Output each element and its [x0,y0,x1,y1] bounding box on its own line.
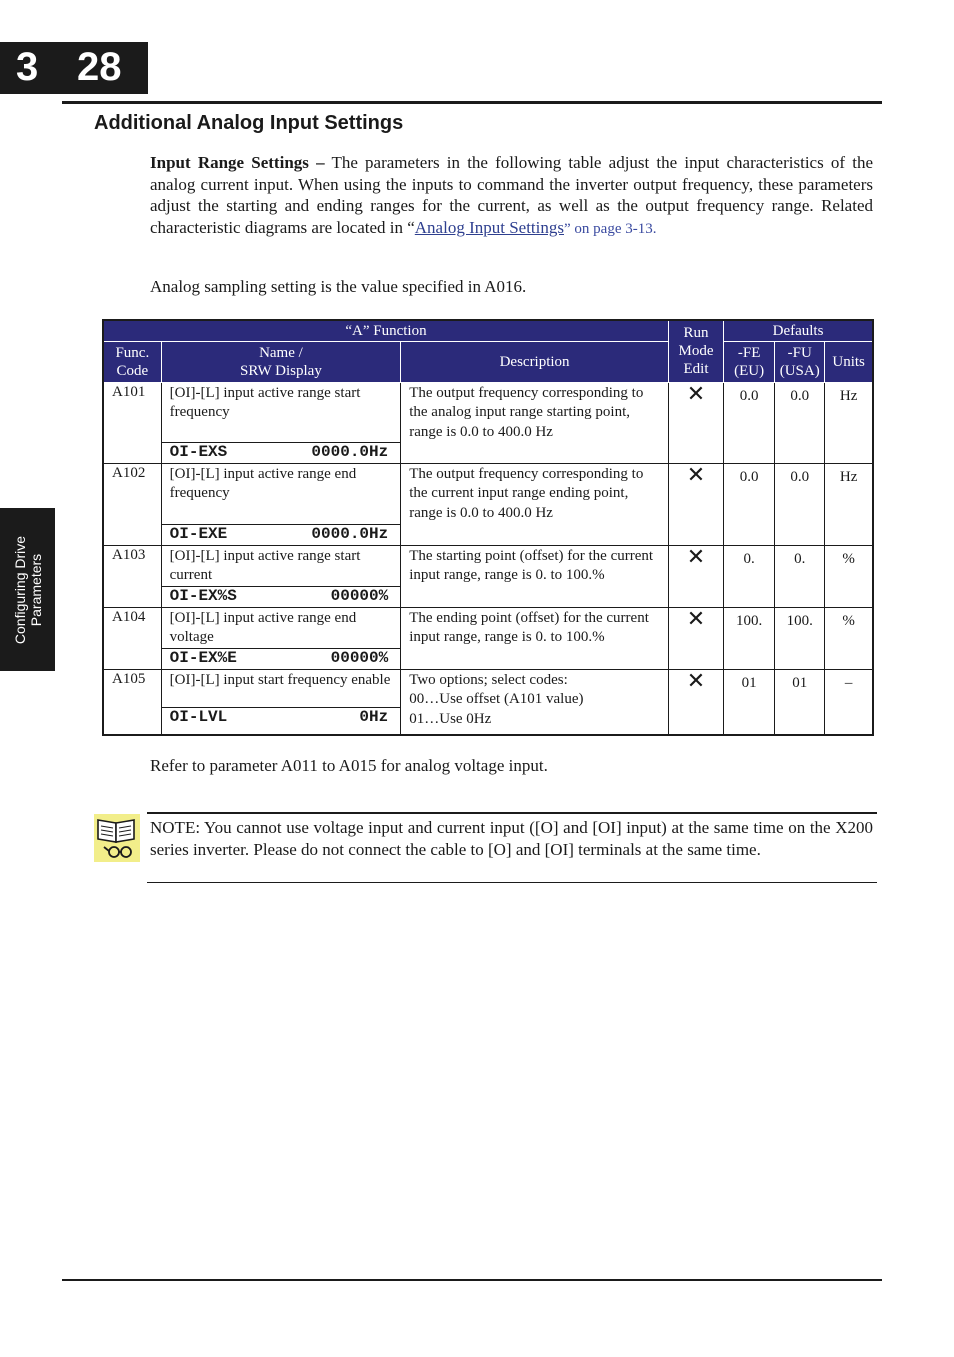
units: % [825,607,873,669]
run-mode-x-icon: ✕ [668,463,723,545]
description: The ending point (offset) for the current input range, range is 0. to 100.% [401,607,669,669]
note-label: NOTE [150,818,196,837]
param-name: [OI]-[L] input active range end frequency [169,465,357,501]
table-row [103,607,873,669]
default-fe: 01 [724,669,775,735]
run-mode-x-icon: ✕ [668,382,723,463]
section-title: Additional Analog Input Settings [94,112,404,134]
func-code: A105 [103,669,161,735]
table-row [103,545,873,607]
srw-display: OI-EXS 0000.0Hz [162,442,401,463]
default-fu: 0. [775,545,825,607]
units: % [825,545,873,607]
run-mode-x-icon: ✕ [668,545,723,607]
table-row [103,669,873,735]
default-fe: 100. [724,607,775,669]
note-rule-bottom [147,882,877,883]
chapter-number: 3 [16,45,39,89]
units: Hz [825,463,873,545]
analog-input-settings-link[interactable]: Analog Input Settings [414,217,564,237]
header-rule [62,101,882,104]
func-code: A101 [103,382,161,463]
parameter-table [102,319,874,736]
units: – [825,669,873,735]
header-func-code: Func. Code [103,341,161,382]
header-run-mode-edit: Run Mode Edit [668,320,723,382]
srw-display: OI-EXE 0000.0Hz [162,524,401,545]
header-name: Name / SRW Display [161,341,401,382]
side-tab [0,508,55,671]
intro-text: The parameters in the following table adjust the input characteristics of the analog current input. When using the inputs to command the inverter output frequency, these parameters adjust the starting and ending ranges for the current, as well as the output frequency range. Related characteristic diagrams are located in “ [150,153,873,237]
run-mode-x-icon: ✕ [668,607,723,669]
description: Two options; select codes: 00…Use offset (A101 value) 01…Use 0Hz [401,669,669,735]
default-fu: 100. [775,607,825,669]
param-name: [OI]-[L] input start frequency enable [169,671,391,688]
param-name: [OI]-[L] input active range start current [169,547,361,583]
header-units: Units [825,341,873,382]
default-fu: 0.0 [775,463,825,545]
intro-paragraph [150,152,873,240]
refer-note: Refer to parameter A011 to A015 for analog voltage input. [150,756,548,775]
srw-display: OI-EX%S 00000% [162,586,401,607]
param-name: [OI]-[L] input active range start frequency [169,384,361,420]
run-mode-x-icon: ✕ [668,669,723,735]
default-fe: 0.0 [724,382,775,463]
header-defaults: Defaults [724,320,873,341]
table-row [103,463,873,545]
page-reference[interactable]: ” on page 3-13. [564,220,657,237]
intro-lead: Input Range Settings – [150,153,325,172]
default-fu: 01 [775,669,825,735]
page-number-tab [0,42,148,94]
units: Hz [825,382,873,463]
param-name: [OI]-[L] input active range end voltage [169,609,357,645]
func-code: A104 [103,607,161,669]
srw-display: OI-EX%E 00000% [162,648,401,669]
side-tab-line-2: Parameters [27,553,44,626]
func-code: A103 [103,545,161,607]
default-fe: 0. [724,545,775,607]
note-text: : You cannot use voltage input and current input ([O] and [OI] input) at the same time on the X200 series inverter. Please do not connect the cable to [O] and [OI] terminals at the same time. [150,818,873,859]
header-description: Description [401,341,669,382]
description: The output frequency corresponding to the analog input range starting point, range is 0.0 to 400.0 Hz [401,382,669,463]
default-fu: 0.0 [775,382,825,463]
func-code: A102 [103,463,161,545]
header-fe: -FE (EU) [724,341,775,382]
header-a-function: “A” Function [103,320,668,341]
note-book-icon [94,814,140,862]
footer-rule [62,1279,882,1281]
sampling-note: Analog sampling setting is the value specified in A016. [150,277,527,296]
header-fu: -FU (USA) [775,341,825,382]
default-fe: 0.0 [724,463,775,545]
table-row [103,382,873,463]
description: The output frequency corresponding to the current input range ending point, range is 0.0 to 400.0 Hz [401,463,669,545]
page-number: 28 [77,45,122,89]
side-tab-line-1: Configuring Drive [11,535,28,644]
srw-display: OI-LVL 0Hz [162,707,401,728]
description: The starting point (offset) for the current input range, range is 0. to 100.% [401,545,669,607]
note-paragraph [150,817,873,860]
note-rule-top [147,812,877,814]
